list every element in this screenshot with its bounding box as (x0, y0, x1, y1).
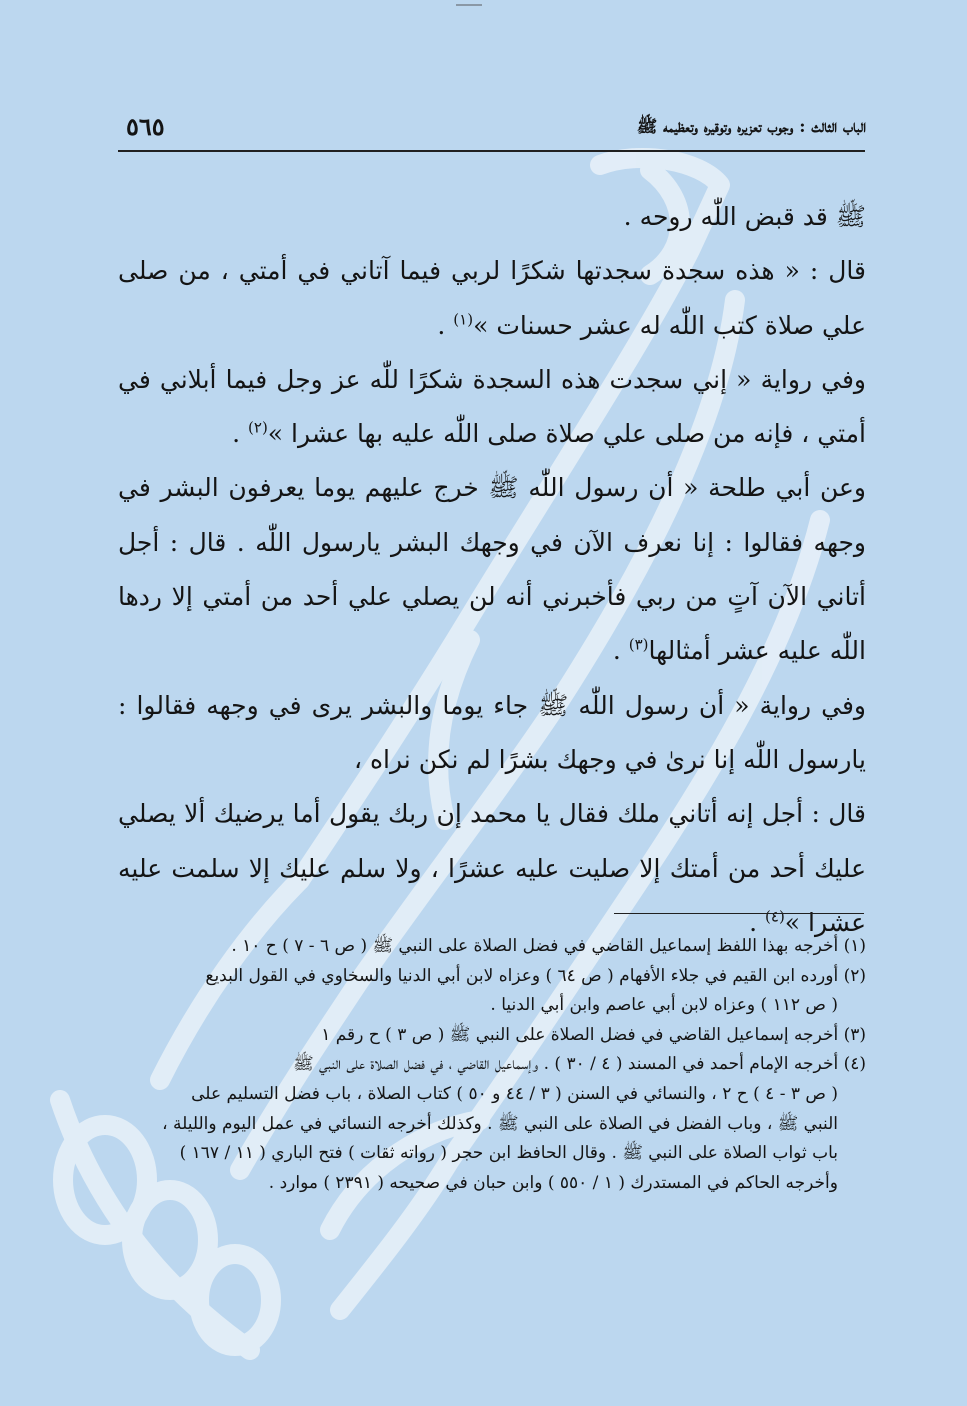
footnote-4-cont: وأخرجه الحاكم في المستدرك ( ١ / ٥٥٠ ) وابن حبان في صحيحه ( ٢٣٩١ ) موارد . (268, 1172, 838, 1193)
footnote-mark: (٤) (765, 907, 785, 926)
chapter-title: الباب الثالث : وجوب تعزيره وتوقيره وتعظيمه ﷺ (636, 117, 866, 137)
footnotes (118, 932, 866, 1198)
footnote-4-cont: النبي ﷺ ، وباب الفضل في الصلاة على النبي ﷺ . وكذلك أخرجه النسائي في عمل اليوم والليلة ، (162, 1113, 838, 1134)
paragraph: قال : « هذه سجدة سجدتها شكرًا لربي فيما آتاني في أمتي ، من صلى علي صلاة كتب اللّٰه له عشر حسنات »$^{(١)}$ . (118, 256, 866, 340)
footnote-4-cont: باب ثواب الصلاة على النبي ﷺ . وقال الحافظ ابن حجر ( رواته ثقات ) فتح الباري ( ١١ / ١٦٧ ) (179, 1143, 838, 1164)
footnote-mark: (١) (453, 310, 474, 329)
footnote-3: (٣) أخرجه إسماعيل القاضي في فضل الصلاة على النبي ﷺ ( ص ٣ ) ح رقم ١ (321, 1024, 866, 1045)
top-dash (456, 4, 482, 6)
footnote-mark: (٢) (248, 418, 268, 437)
paragraph: وفي رواية « إني سجدت هذه السجدة شكرًا للّٰه عز وجل فيما أبلاني في أمتي ، فإنه من صلى علي صلاة صلى اللّٰه عليه بها عشرا »$^{(٢)}$ . (118, 364, 866, 449)
footnote-2: (٢) أورده ابن القيم في جلاء الأفهام ( ص ٦٤ ) وعزاه لابن أبي الدنيا والسخاوي في القول البديع (205, 965, 866, 986)
paragraph: ﷺ قد قبض اللّٰه روحه . (623, 202, 866, 231)
page-header (118, 112, 866, 146)
paragraph: قال : أجل إنه أتاني ملك فقال يا محمد إن ربك يقول أما يرضيك ألا يصلي عليك أحد من أمتك إلا صليت عليه عشرًا ، ولا سلم عليك إلا سلمت عليه عشرا »$^{(٤)}$ . (118, 799, 866, 937)
footnote-mark: (٣) (628, 636, 649, 655)
footnote-4-cont: ( ص ٣ - ٤ ) ح ٢ ، والنسائي في السنن ( ٣ / ٤٤ و ٥٠ ) كتاب الصلاة ، باب فضل التسليم على (191, 1083, 838, 1104)
footnote-rule (614, 913, 864, 914)
header-rule (118, 150, 865, 152)
main-text (118, 190, 866, 950)
footnote-2-cont: ( ص ١١٢ ) وعزاه لابن أبي عاصم وابن أبي الدنيا . (490, 995, 838, 1016)
footnote-1: (١) أخرجه بهذا اللفظ إسماعيل القاضي في فضل الصلاة على النبي ﷺ ( ص ٦ - ٧ ) ح ١٠ . (231, 936, 866, 956)
page-number: ٥٦٥ (126, 112, 165, 141)
footnote-4: (٤) أخرجه الإمام أحمد في المسند ( ٤ / ٣٠ ) . وإسماعيل القاضي ، في فضل الصلاة على النبي ﷺ (293, 1054, 866, 1075)
paragraph: وفي رواية « أن رسول اللّٰه ﷺ جاء يوما والبشر يرى في وجهه فقالوا : يارسول اللّٰه إنا نرىٰ في وجهك بشرًا لم نكن نراه ، (118, 690, 866, 774)
paragraph: وعن أبي طلحة « أن رسول اللّٰه ﷺ خرج عليهم يوما يعرفون البشر في وجهه فقالوا : إنا نعرف الآن في وجهك البشر يارسول اللّٰه . قال : أجل أتاني الآن آتٍ من ربي فأخبرني أنه لن يصلي علي أحد من أمتي إلا ردها اللّٰه عليه عشر أمثالها$^{(٣)}$ . (118, 473, 866, 666)
